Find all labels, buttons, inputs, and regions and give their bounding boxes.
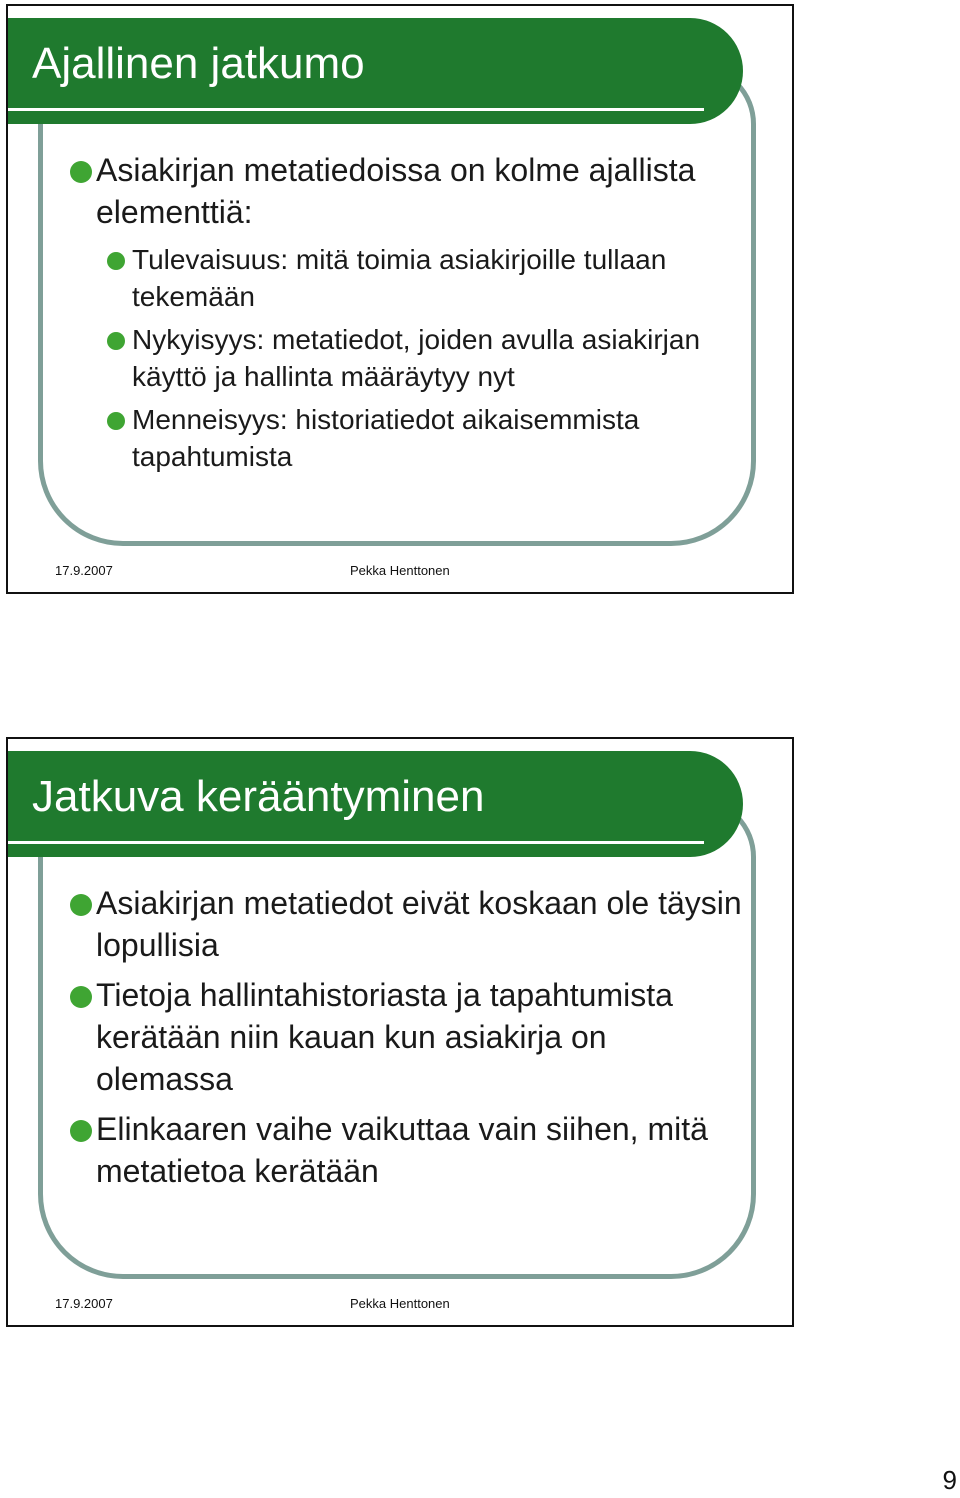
sub-bullet-item	[70, 321, 750, 395]
bullet-item	[70, 1108, 750, 1192]
sub-bullet-text: Tulevaisuus: mitä toimia asiakirjoille tullaan tekemään	[132, 244, 667, 312]
bullet-text: Asiakirjan metatiedoissa on kolme ajallista elementtiä:	[96, 152, 696, 230]
slide-2	[6, 737, 794, 1327]
bullet-dot-icon	[70, 894, 92, 916]
footer-author: Pekka Henttonen	[350, 1296, 450, 1311]
bullet-dot-icon	[70, 986, 92, 1008]
bullet-item	[70, 974, 750, 1100]
bullet-list	[70, 149, 750, 481]
sub-bullet-item	[70, 241, 750, 315]
bullet-item	[70, 882, 750, 966]
bullet-list	[70, 882, 750, 1200]
bullet-dot-icon	[107, 412, 125, 430]
slide-title: Jatkuva kerääntyminen	[32, 772, 485, 821]
footer-date: 17.9.2007	[55, 1296, 113, 1311]
page-number: 9	[942, 1465, 957, 1495]
slide-title: Ajallinen jatkumo	[32, 39, 365, 88]
bullet-dot-icon	[107, 252, 125, 270]
bullet-text: Tietoja hallintahistoriasta ja tapahtumista kerätään niin kauan kun asiakirja on olemassa	[96, 977, 673, 1097]
bullet-text: Elinkaaren vaihe vaikuttaa vain siihen, mitä metatietoa kerätään	[96, 1111, 708, 1189]
slide-1	[6, 4, 794, 594]
sub-bullet-item	[70, 401, 750, 475]
footer-date: 17.9.2007	[55, 563, 113, 578]
title-rule	[8, 108, 704, 111]
bullet-text: Asiakirjan metatiedot eivät koskaan ole täysin lopullisia	[96, 885, 742, 963]
footer-author: Pekka Henttonen	[350, 563, 450, 578]
title-rule	[8, 841, 704, 844]
bullet-item	[70, 149, 750, 233]
sub-bullet-text: Nykyisyys: metatiedot, joiden avulla asiakirjan käyttö ja hallinta määräytyy nyt	[132, 324, 701, 392]
bullet-dot-icon	[70, 1120, 92, 1142]
bullet-dot-icon	[107, 332, 125, 350]
bullet-dot-icon	[70, 161, 92, 183]
sub-bullet-text: Menneisyys: historiatiedot aikaisemmista tapahtumista	[132, 404, 640, 472]
